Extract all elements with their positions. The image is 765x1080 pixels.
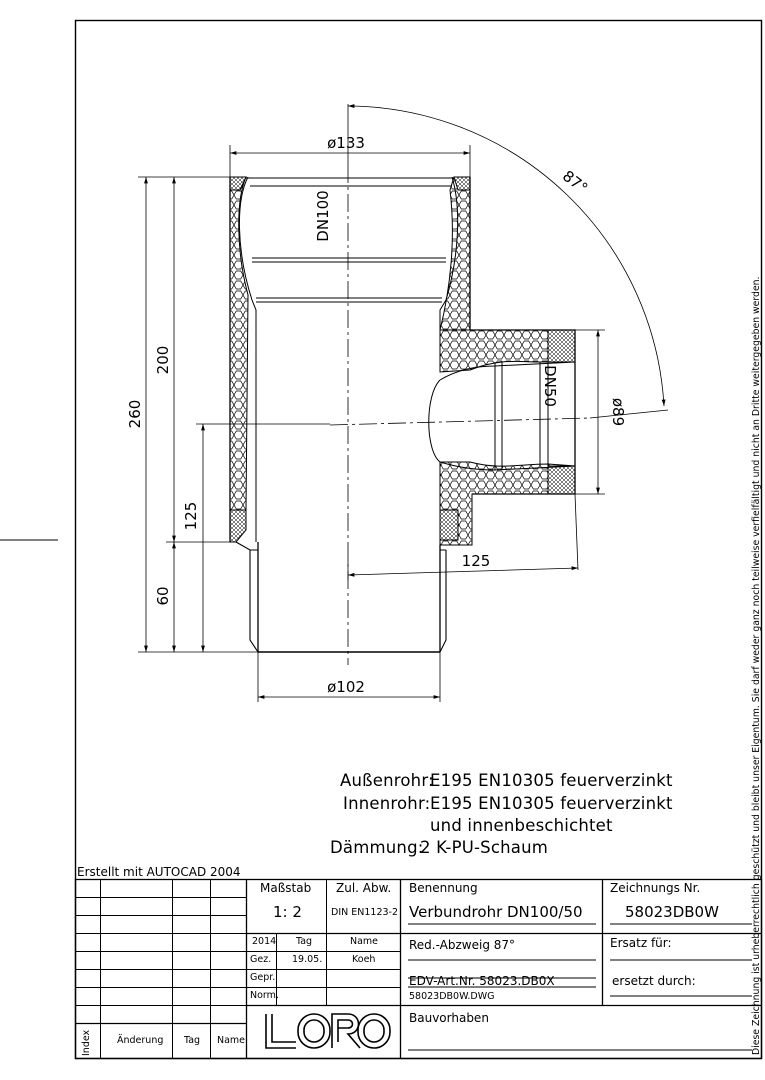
label-total-length: 260	[126, 399, 144, 429]
replaced-by-label: ersetzt durch:	[612, 974, 696, 988]
label-upper-length: 200	[154, 345, 172, 375]
insulation-label: Dämmung:	[330, 838, 424, 857]
revision-index-label: Index	[81, 1029, 92, 1056]
material-inner-value: E195 EN10305 feuerverzinkt	[430, 794, 673, 813]
branch-lower-seal	[548, 466, 575, 494]
name-value: Verbundrohr DN100/50	[409, 903, 583, 921]
name-column-label: Name	[350, 936, 379, 947]
branch-inner	[429, 362, 548, 470]
main-inner-outline	[239, 177, 457, 542]
tolerance-value: DIN EN1123-2	[331, 907, 399, 918]
label-bottom-length: 60	[154, 586, 172, 606]
label-angle: 87°	[559, 166, 592, 198]
main-outer-outline	[230, 177, 470, 652]
drawn-name: Koeh	[352, 954, 376, 965]
branch-centerline	[330, 418, 590, 425]
revision-day-label: Tag	[184, 1035, 201, 1046]
scale-value: 1: 2	[273, 903, 302, 921]
label-main-dn: DN100	[314, 190, 332, 242]
copyright-note: Diese Zeichnung ist urheberrechtlich geschützt und bleibt unser Eigentum. Sie darf weder ganz noch teilweise verfielfältigt und nicht an Dritte weitergegeben werden.	[751, 276, 762, 1055]
material-outer-label: Außenrohr:	[340, 771, 434, 790]
description: Red.-Abzweig 87°	[409, 938, 516, 952]
label-outer-diameter: ø133	[327, 134, 365, 152]
bottom-spigot	[236, 542, 446, 652]
label-branch-diameter: ø89	[609, 397, 627, 427]
pipe-drawing	[230, 165, 590, 665]
label-branch-height: 125	[182, 501, 200, 531]
material-inner-value-2: und innenbeschichtet	[430, 816, 613, 835]
day-column-label: Tag	[296, 936, 313, 947]
dimensions	[138, 104, 668, 702]
material-inner-label: Innenrohr:	[343, 794, 431, 813]
created-with: Erstellt mit AUTOCAD 2004	[77, 865, 241, 879]
file-name: 58023DB0W.DWG	[409, 991, 495, 1002]
drawing-no-value: 58023DB0W	[625, 903, 719, 921]
project-label: Bauvorhaben	[409, 1011, 489, 1025]
right-wall-seal-bottom	[440, 510, 458, 540]
year: 2014	[252, 936, 277, 947]
branch-upper-seal	[548, 330, 575, 362]
material-outer-value: E195 EN10305 feuerverzinkt	[430, 771, 673, 790]
dimension-labels	[126, 134, 627, 696]
checked-label: Gepr.	[250, 972, 276, 983]
revision-name-label: Name	[217, 1035, 246, 1046]
revision-change-label: Änderung	[117, 1035, 164, 1046]
label-branch-dn: DN50	[541, 365, 559, 407]
norm-label: Norm.	[250, 990, 279, 1001]
drawn-label: Gez.	[250, 954, 272, 965]
label-branch-offset: 125	[461, 552, 491, 570]
drawn-date: 19.05.	[292, 954, 323, 965]
loro-logo	[266, 1014, 390, 1048]
tolerance-label: Zul. Abw.	[336, 881, 392, 895]
scale-label: Maßstab	[260, 881, 312, 895]
replace-for-label: Ersatz für:	[610, 936, 672, 950]
left-wall-seal-bottom	[230, 510, 246, 542]
drawing-no-label: Zeichnungs Nr.	[610, 881, 701, 895]
edv-number: EDV-Art.Nr. 58023.DB0X	[409, 974, 555, 988]
label-bottom-diameter: ø102	[327, 678, 365, 696]
right-wall-insulation	[440, 177, 470, 330]
name-label: Benennung	[409, 881, 478, 895]
insulation-value: 2 K-PU-Schaum	[420, 838, 549, 857]
